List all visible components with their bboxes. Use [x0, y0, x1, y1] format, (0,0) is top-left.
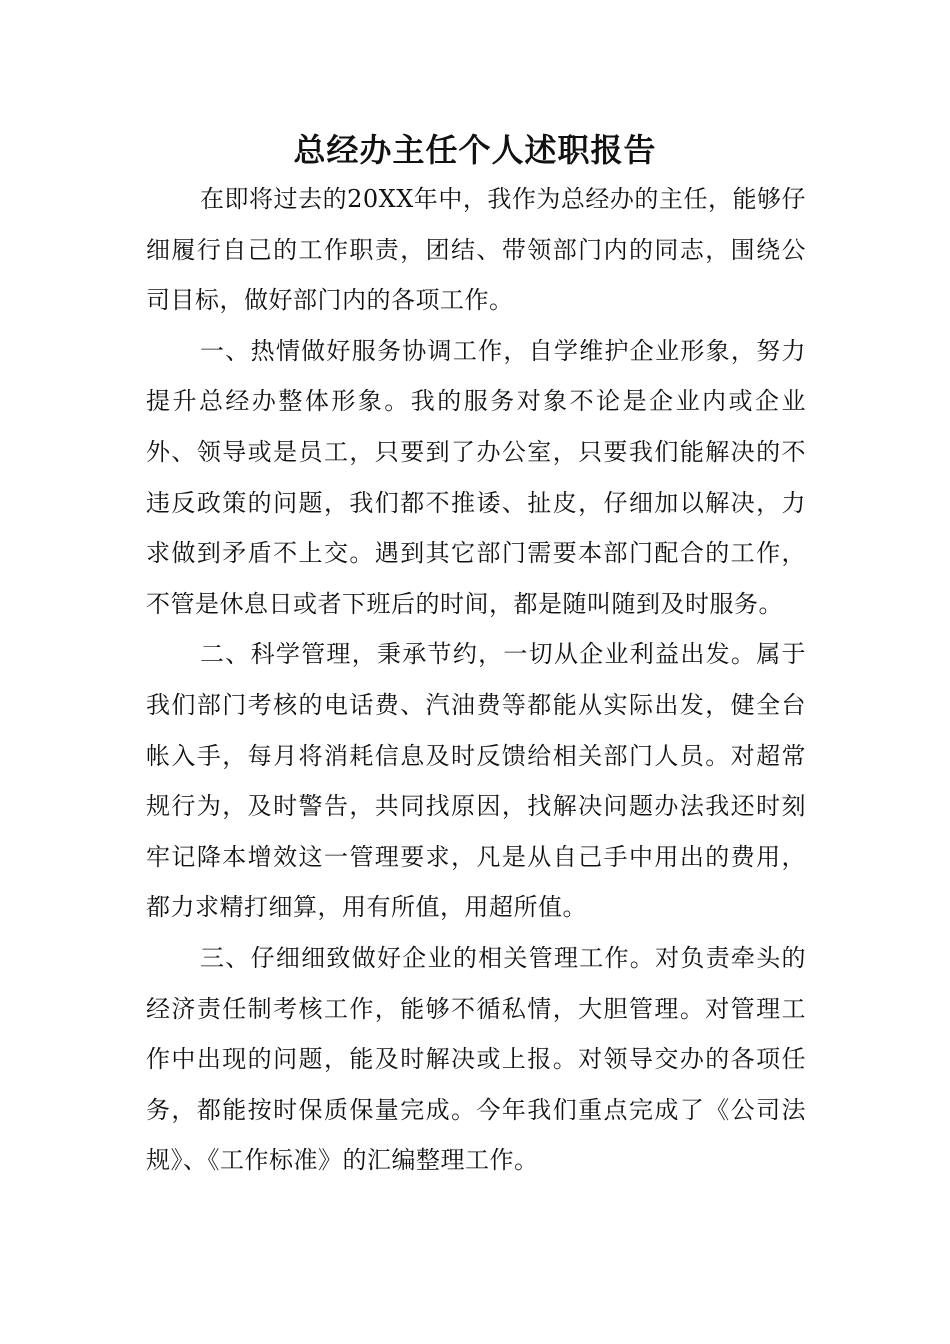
document-title: 总经办主任个人述职报告 [293, 131, 657, 169]
paragraph-section-3: 三、仔细细致做好企业的相关管理工作。对负责牵头的经济责任制考核工作，能够不循私情，大胆管理。对管理工作中出现的问题，能及时解决或上报。对领导交办的各项任务，都能按时保质保量完成。今年我们重点完成了《公司法规》、《工作标准》的汇编整理工作。 [146, 943, 806, 1175]
paragraph-intro: 在即将过去的20XX年中，我作为总经办的主任，能够仔细履行自己的工作职责，团结、带领部门内的同志，围绕公司目标，做好部门内的各项工作。 [146, 185, 806, 315]
document-body [146, 174, 806, 1186]
paragraph-section-2: 二、科学管理，秉承节约，一切从企业利益出发。属于我们部门考核的电话费、汽油费等都能从实际出发，健全台帐入手，每月将消耗信息及时反馈给相关部门人员。对超常规行为，及时警告，共同找原因，找解决问题办法我还时刻牢记降本增效这一管理要求，凡是从自己手中用出的费用，都力求精打细算，用有所值，用超所值。 [146, 640, 806, 922]
paragraph-section-1: 一、热情做好服务协调工作，自学维护企业形象，努力提升总经办整体形象。我的服务对象不论是企业内或企业外、领导或是员工，只要到了办公室，只要我们能解决的不违反政策的问题，我们都不推诿、扯皮，仔细加以解决，力求做到矛盾不上交。遇到其它部门需要本部门配合的工作，不管是休息日或者下班后的时间，都是随叫随到及时服务。 [146, 336, 806, 618]
